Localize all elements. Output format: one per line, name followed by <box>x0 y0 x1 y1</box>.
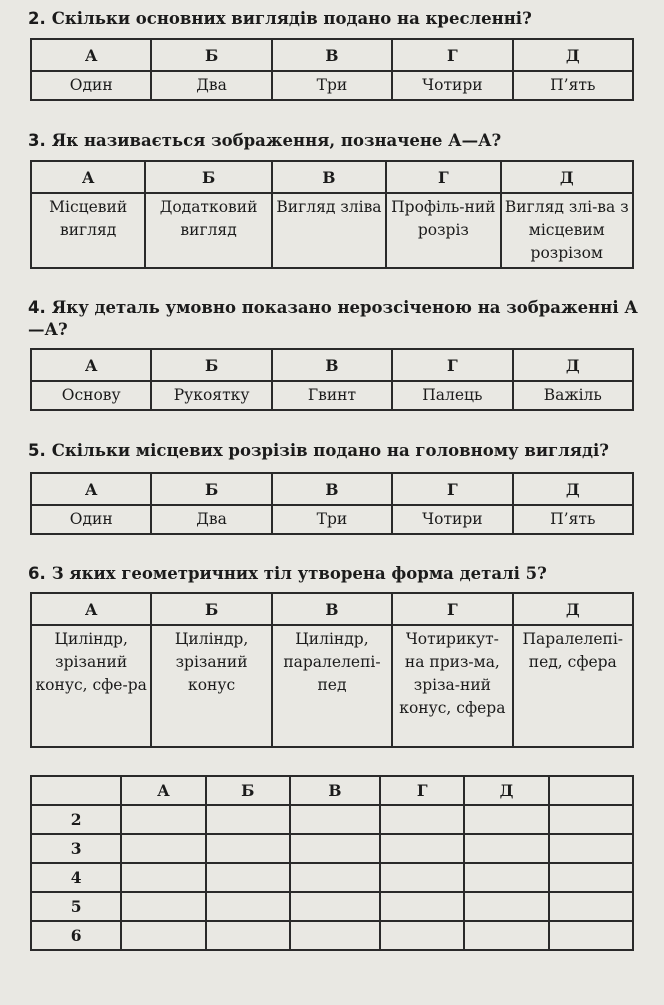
answer-grid-row <box>31 863 633 892</box>
question-text: З яких геометричних тіл утворена форма деталі 5? <box>51 564 547 583</box>
option-letter: Г <box>392 593 512 625</box>
option-text: П’ять <box>513 505 633 534</box>
answer-table-3 <box>30 160 634 269</box>
option-text: Циліндр, зрізаний конус <box>151 625 271 747</box>
option-text: Вигляд злі-ва з місцевим розрізом <box>501 193 633 268</box>
option-letter: Г <box>386 161 500 193</box>
answer-cell[interactable] <box>206 863 290 892</box>
option-text: Місцевий вигляд <box>31 193 145 268</box>
option-letter: А <box>31 161 145 193</box>
answer-table-4 <box>30 348 634 411</box>
question-text: Скільки місцевих розрізів подано на головному вигляді? <box>51 441 609 460</box>
option-letter: Г <box>392 39 512 71</box>
answer-cell[interactable] <box>290 834 380 863</box>
option-text: Циліндр, зрізаний конус, сфе-ра <box>31 625 151 747</box>
option-letter: Д <box>513 349 633 381</box>
answer-table-2 <box>30 38 634 101</box>
option-text: Один <box>31 505 151 534</box>
answer-table-5 <box>30 472 634 535</box>
option-letter: А <box>31 473 151 505</box>
answer-grid-row <box>31 892 633 921</box>
option-text: Основу <box>31 381 151 410</box>
question-2 <box>28 8 638 30</box>
option-text: Палець <box>392 381 512 410</box>
option-letter: Д <box>513 39 633 71</box>
question-number: 3. <box>28 131 46 150</box>
grid-row-number: 6 <box>31 921 121 950</box>
grid-header-cell: В <box>290 776 380 805</box>
answer-grid-row <box>31 834 633 863</box>
option-letter: Б <box>151 349 271 381</box>
answer-cell[interactable] <box>380 892 464 921</box>
answer-cell[interactable] <box>464 863 548 892</box>
option-text: Профіль-ний розріз <box>386 193 500 268</box>
option-letter: Б <box>151 39 271 71</box>
question-text: Яку деталь умовно показано нерозсіченою на зображенні А—А? <box>28 298 638 339</box>
option-text: Два <box>151 71 271 100</box>
answer-cell[interactable] <box>206 834 290 863</box>
option-letter: Б <box>151 473 271 505</box>
answer-cell[interactable] <box>464 892 548 921</box>
answer-cell[interactable] <box>549 805 633 834</box>
option-text: П’ять <box>513 71 633 100</box>
answer-cell[interactable] <box>290 921 380 950</box>
grid-header-cell: Г <box>380 776 464 805</box>
question-3 <box>28 130 638 152</box>
option-text: Три <box>272 505 392 534</box>
option-text: Паралелепі-пед, сфера <box>513 625 633 747</box>
option-letter: Г <box>392 473 512 505</box>
option-letter: В <box>272 593 392 625</box>
option-text: Один <box>31 71 151 100</box>
grid-row-number: 5 <box>31 892 121 921</box>
answer-cell[interactable] <box>290 892 380 921</box>
answer-cell[interactable] <box>121 863 205 892</box>
option-letter: В <box>272 161 386 193</box>
grid-header-cell: Д <box>464 776 548 805</box>
question-number: 5. <box>28 441 46 460</box>
grid-row-number: 2 <box>31 805 121 834</box>
answer-cell[interactable] <box>380 834 464 863</box>
option-letter: Г <box>392 349 512 381</box>
grid-header-cell: Б <box>206 776 290 805</box>
grid-header-cell <box>31 776 121 805</box>
question-number: 4. <box>28 298 46 317</box>
option-text: Чотири <box>392 505 512 534</box>
grid-row-number: 4 <box>31 863 121 892</box>
answer-cell[interactable] <box>549 834 633 863</box>
question-5 <box>28 440 638 462</box>
option-letter: Б <box>145 161 271 193</box>
grid-row-number: 3 <box>31 834 121 863</box>
answer-grid-row <box>31 805 633 834</box>
answer-cell[interactable] <box>464 921 548 950</box>
option-letter: Д <box>501 161 633 193</box>
answer-cell[interactable] <box>549 921 633 950</box>
answer-cell[interactable] <box>206 921 290 950</box>
option-text: Три <box>272 71 392 100</box>
answer-cell[interactable] <box>121 921 205 950</box>
answer-grid <box>30 775 634 951</box>
answer-cell[interactable] <box>290 805 380 834</box>
answer-table-6 <box>30 592 634 748</box>
option-letter: А <box>31 593 151 625</box>
answer-cell[interactable] <box>290 863 380 892</box>
answer-cell[interactable] <box>464 834 548 863</box>
question-6 <box>28 563 638 585</box>
answer-cell[interactable] <box>549 863 633 892</box>
answer-cell[interactable] <box>464 805 548 834</box>
grid-header-cell <box>549 776 633 805</box>
option-text: Додатковий вигляд <box>145 193 271 268</box>
answer-cell[interactable] <box>206 805 290 834</box>
answer-cell[interactable] <box>121 834 205 863</box>
answer-cell[interactable] <box>380 921 464 950</box>
question-number: 6. <box>28 564 46 583</box>
option-text: Циліндр, паралелепі-пед <box>272 625 392 747</box>
answer-grid-row <box>31 921 633 950</box>
option-letter: В <box>272 349 392 381</box>
option-text: Два <box>151 505 271 534</box>
option-letter: А <box>31 349 151 381</box>
option-text: Вигляд зліва <box>272 193 386 268</box>
option-letter: В <box>272 39 392 71</box>
option-text: Чотирикут-на приз-ма, зріза-ний конус, сфера <box>392 625 512 747</box>
answer-cell[interactable] <box>380 863 464 892</box>
option-text: Важіль <box>513 381 633 410</box>
option-text: Рукоятку <box>151 381 271 410</box>
option-letter: В <box>272 473 392 505</box>
answer-cell[interactable] <box>206 892 290 921</box>
answer-grid-header <box>31 776 633 805</box>
option-letter: А <box>31 39 151 71</box>
grid-header-cell: А <box>121 776 205 805</box>
question-4 <box>28 297 638 341</box>
option-text: Чотири <box>392 71 512 100</box>
question-number: 2. <box>28 9 46 28</box>
question-text: Скільки основних виглядів подано на кресленні? <box>51 9 532 28</box>
answer-cell[interactable] <box>121 892 205 921</box>
answer-cell[interactable] <box>121 805 205 834</box>
option-letter: Б <box>151 593 271 625</box>
option-text: Гвинт <box>272 381 392 410</box>
question-text: Як називається зображення, позначене А—А? <box>51 131 502 150</box>
option-letter: Д <box>513 473 633 505</box>
option-letter: Д <box>513 593 633 625</box>
answer-cell[interactable] <box>380 805 464 834</box>
answer-cell[interactable] <box>549 892 633 921</box>
